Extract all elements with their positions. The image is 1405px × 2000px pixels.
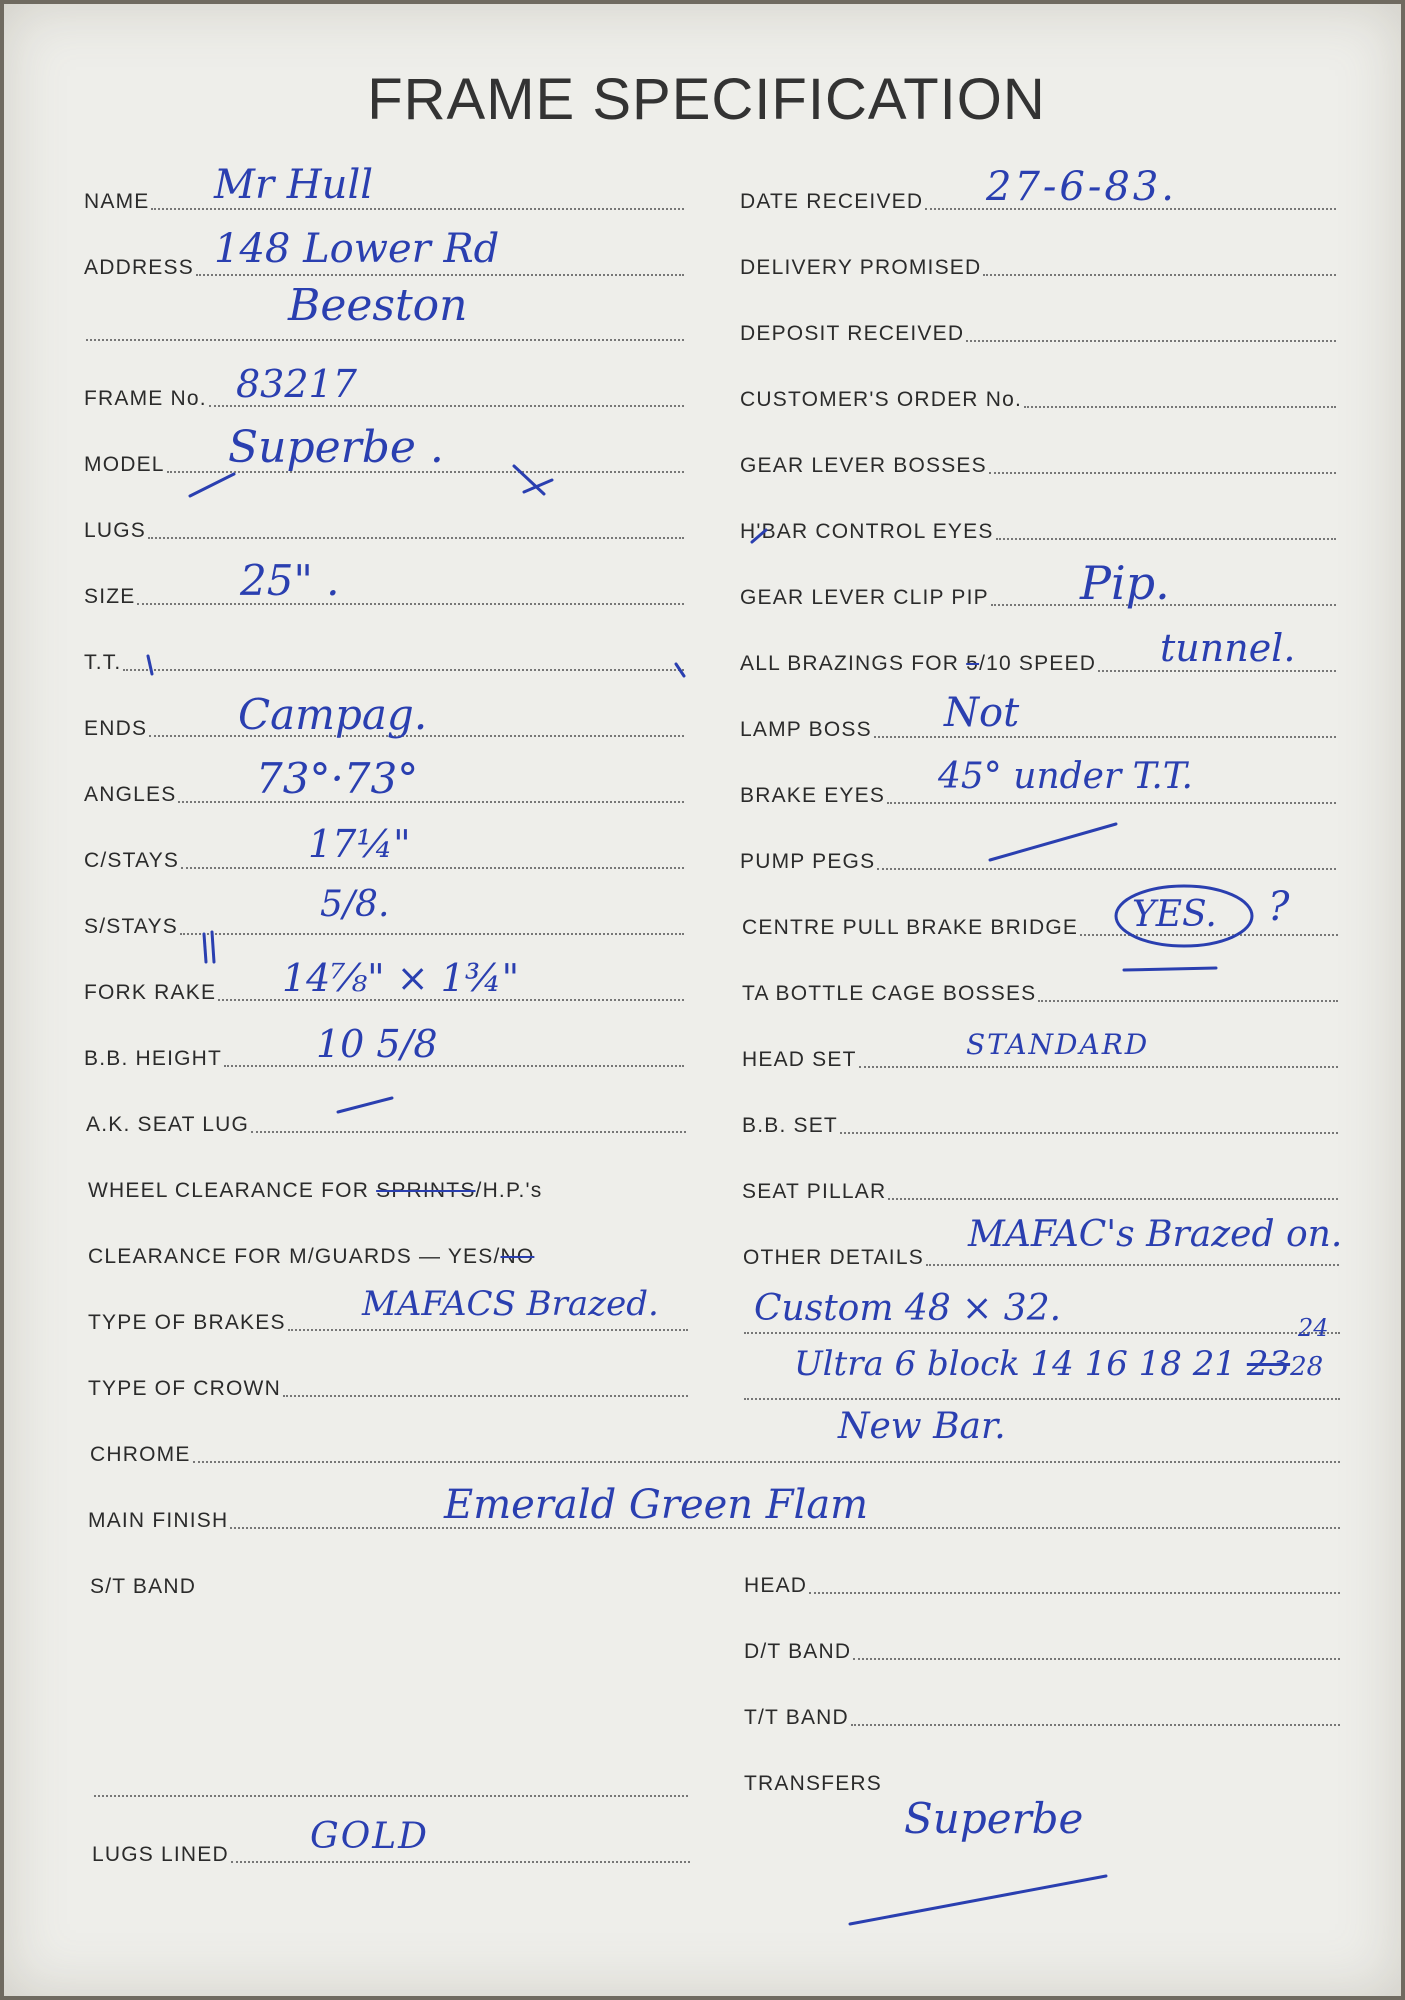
entry-angles: 73°·73° bbox=[256, 754, 419, 803]
label-customers-order: CUSTOMER'S ORDER No. bbox=[740, 388, 1022, 411]
label-bb-set: B.B. SET bbox=[742, 1114, 838, 1137]
label-lamp-boss: LAMP BOSS bbox=[740, 718, 872, 741]
form-sheet bbox=[4, 4, 1401, 1996]
entry-new-bar: New Bar. bbox=[838, 1406, 1006, 1447]
label-pump-pegs: PUMP PEGS bbox=[740, 850, 876, 873]
label-other-details: OTHER DETAILS bbox=[743, 1246, 924, 1269]
transfers-underline-mark bbox=[850, 1876, 1106, 1924]
entry-sstays: 5/8. bbox=[320, 884, 390, 925]
label-transfers: TRANSFERS bbox=[744, 1772, 882, 1795]
entry-ends: Campag. bbox=[238, 690, 428, 739]
label-deposit-received: DEPOSIT RECEIVED bbox=[740, 322, 965, 345]
label-ak-seat-lug: A.K. SEAT LUG bbox=[86, 1113, 250, 1136]
entry-block-line: Ultra 6 block 14 16 18 21 2328 bbox=[794, 1344, 1324, 1384]
label-ta-bottle: TA BOTTLE CAGE BOSSES bbox=[742, 982, 1037, 1005]
entry-main-finish: Emerald Green Flam bbox=[444, 1482, 869, 1528]
pump-pegs-dash-mark bbox=[990, 824, 1116, 860]
entry-centre-pull: YES. bbox=[1132, 894, 1217, 935]
form-title: FRAME SPECIFICATION bbox=[367, 67, 1046, 132]
entry-model: Superbe . bbox=[228, 422, 444, 473]
label-mguards: CLEARANCE FOR M/GUARDS — YES/NO bbox=[88, 1245, 535, 1268]
label-st-band: S/T BAND bbox=[90, 1575, 197, 1598]
entry-fork-rake: 14⅞" × 1¾" bbox=[282, 956, 520, 1000]
label-head: HEAD bbox=[744, 1574, 808, 1597]
label-lugs: LUGS bbox=[84, 519, 146, 542]
label-name: NAME bbox=[84, 190, 150, 213]
label-address: ADDRESS bbox=[84, 256, 194, 279]
label-bb-height: B.B. HEIGHT bbox=[84, 1047, 223, 1070]
ink-marks bbox=[4, 4, 1401, 1996]
label-hbar-control-eyes: H'BAR CONTROL EYES bbox=[740, 520, 994, 543]
label-all-brazings: ALL BRAZINGS FOR 5/10 SPEED bbox=[740, 652, 1097, 675]
label-head-set: HEAD SET bbox=[742, 1048, 857, 1071]
model-scribble-mark bbox=[514, 466, 552, 494]
label-tt-band: T/T BAND bbox=[744, 1706, 849, 1729]
entry-type-of-brakes: MAFACS Brazed. bbox=[362, 1284, 659, 1324]
label-wheel-clearance: WHEEL CLEARANCE FOR SPRINTS/H.P.'s bbox=[88, 1179, 543, 1202]
label-type-of-brakes: TYPE OF BRAKES bbox=[88, 1311, 286, 1334]
entry-custom-line: Custom 48 × 32. bbox=[754, 1288, 1062, 1329]
label-tt: T.T. bbox=[84, 651, 122, 674]
label-type-of-crown: TYPE OF CROWN bbox=[88, 1377, 281, 1400]
label-delivery-promised: DELIVERY PROMISED bbox=[740, 256, 982, 279]
model-stroke-mark bbox=[190, 474, 234, 496]
entry-block-above: 24 bbox=[1298, 1314, 1329, 1342]
ak-seat-lug-dash-mark bbox=[338, 1098, 392, 1112]
label-centre-pull: CENTRE PULL BRAKE BRIDGE bbox=[742, 916, 1079, 939]
label-model: MODEL bbox=[84, 453, 165, 476]
label-seat-pillar: SEAT PILLAR bbox=[742, 1180, 887, 1203]
sstays-tick-mark-1 bbox=[204, 934, 206, 962]
label-angles: ANGLES bbox=[84, 783, 177, 806]
entry-brake-eyes: 45° under T.T. bbox=[938, 756, 1193, 797]
label-frame-no: FRAME No. bbox=[84, 387, 207, 410]
entry-other-details: MAFAC's Brazed on. bbox=[968, 1214, 1343, 1255]
entry-date-received: 27-6-83. bbox=[986, 164, 1177, 210]
entry-bb-height: 10 5/8 bbox=[316, 1022, 438, 1066]
label-gear-lever-bosses: GEAR LEVER BOSSES bbox=[740, 454, 987, 477]
entry-gear-lever-clip-pip: Pip. bbox=[1080, 556, 1170, 610]
label-main-finish: MAIN FINISH bbox=[88, 1509, 229, 1532]
label-sstays: S/STAYS bbox=[84, 915, 178, 938]
entry-all-brazings: tunnel. bbox=[1160, 626, 1296, 670]
label-lugs-lined: LUGS LINED bbox=[92, 1843, 229, 1866]
label-date-received: DATE RECEIVED bbox=[740, 190, 924, 213]
entry-name: Mr Hull bbox=[214, 162, 374, 208]
entry-head-set: STANDARD bbox=[966, 1028, 1150, 1061]
entry-transfers: Superbe bbox=[904, 1794, 1084, 1843]
tt-tick-mark bbox=[148, 656, 152, 674]
label-ends: ENDS bbox=[84, 717, 148, 740]
label-cstays: C/STAYS bbox=[84, 849, 180, 872]
entry-cstays: 17¼" bbox=[308, 822, 411, 866]
entry-address-line2: Beeston bbox=[288, 280, 468, 331]
hbar-tick-mark bbox=[752, 530, 766, 542]
label-dt-band: D/T BAND bbox=[744, 1640, 852, 1663]
entry-centre-pull-query: ? bbox=[1268, 884, 1290, 930]
label-chrome: CHROME bbox=[90, 1443, 191, 1466]
sstays-tick-mark-2 bbox=[212, 932, 214, 962]
entry-address-line1: 148 Lower Rd bbox=[214, 226, 500, 272]
yes-underline-mark bbox=[1124, 968, 1216, 970]
entry-lamp-boss: Not bbox=[944, 690, 1020, 736]
label-fork-rake: FORK RAKE bbox=[84, 981, 217, 1004]
entry-frame-no: 83217 bbox=[236, 362, 357, 406]
label-gear-lever-clip-pip: GEAR LEVER CLIP PIP bbox=[740, 586, 989, 609]
tt-end-tick-mark bbox=[676, 664, 684, 676]
yes-circle-mark bbox=[1116, 886, 1252, 946]
label-brake-eyes: BRAKE EYES bbox=[740, 784, 886, 807]
entry-lugs-lined: GOLD bbox=[310, 1816, 430, 1857]
entry-size: 25" . bbox=[240, 556, 340, 605]
label-size: SIZE bbox=[84, 585, 136, 608]
